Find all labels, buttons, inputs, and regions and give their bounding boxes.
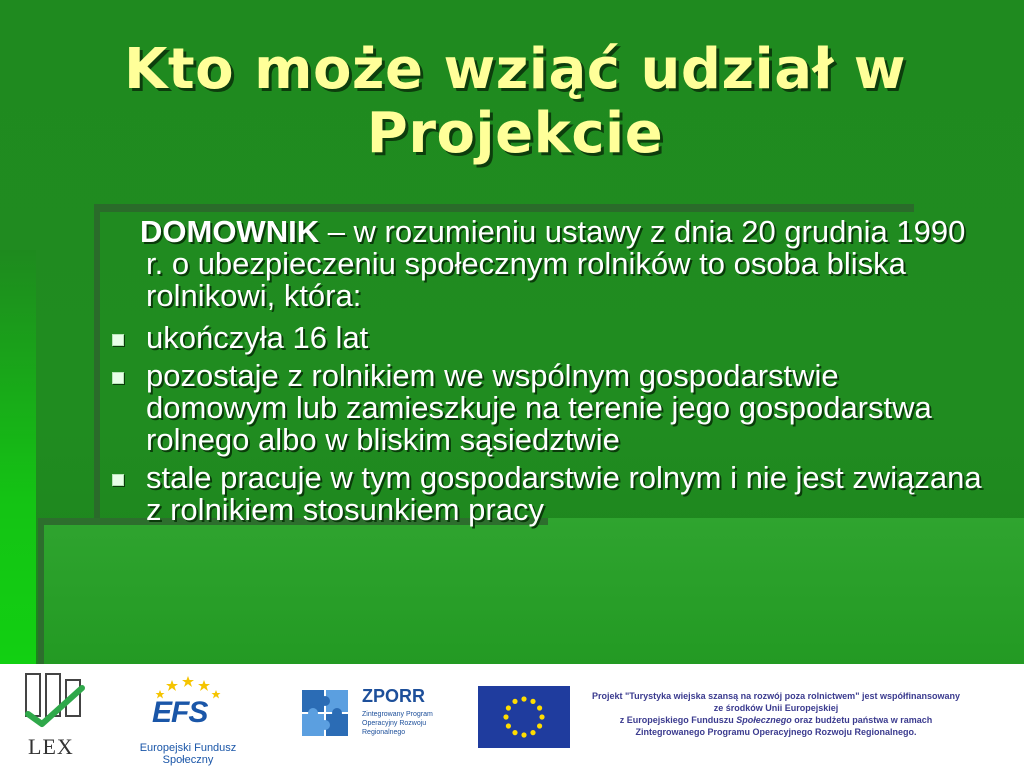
project-line-2 xyxy=(590,714,962,726)
efs-logo xyxy=(118,674,258,766)
puzzle-icon xyxy=(296,684,356,744)
zporr-logo xyxy=(296,682,446,752)
bullet-text: pozostaje z rolnikiem we wspólnym gospodarstwie domowym lub zamieszkuje na terenie jego gospodarstwa rolnego albo w bliskim sąsiedztwie xyxy=(146,358,932,457)
zporr-wordmark: ZPORR xyxy=(362,686,425,706)
bullet-square-icon xyxy=(112,474,124,486)
slide-title: Kto może wziąć udział w Projekcie xyxy=(123,37,907,166)
eu-flag xyxy=(478,686,570,748)
project-line-2-part-a: z Europejskiego Funduszu xyxy=(619,715,737,725)
list-item xyxy=(108,360,988,456)
intro-keyword: DOMOWNIK xyxy=(140,214,320,249)
project-line-1: Projekt "Turystyka wiejska szansą na rozwój poza rolnictwem" jest współfinansowany ze środków Unii Europejskiej xyxy=(592,691,960,713)
project-line-3: Zintegrowanego Programu Operacyjnego Rozwoju Regionalnego. xyxy=(635,727,917,737)
project-line-2-emphasis: Społecznego xyxy=(736,715,792,725)
lex-logo xyxy=(22,672,92,762)
project-line-2-part-b: oraz budżetu państwa w ramach xyxy=(791,715,933,725)
efs-wordmark: EFS xyxy=(152,696,208,729)
decorative-top-bar xyxy=(94,204,914,212)
decorative-bottom-vertical-bar xyxy=(38,518,44,664)
bullet-square-icon xyxy=(112,372,124,384)
footer-logos xyxy=(0,664,1024,768)
lex-label: LEX xyxy=(28,734,74,759)
project-funding-note xyxy=(590,690,962,738)
decorative-bottom-panel xyxy=(38,518,1024,664)
decorative-left-strip xyxy=(0,250,36,664)
zporr-caption: Zintegrowany Program Operacyjny Rozwoju Regionalnego xyxy=(362,711,433,736)
bullet-square-icon xyxy=(112,334,124,346)
intro-text: – w rozumieniu ustawy z dnia 20 grudnia 1990 r. o ubezpieczeniu społecznym rolników to osoba bliska rolnikowi, która: xyxy=(146,214,966,313)
intro-paragraph xyxy=(108,216,988,312)
list-item xyxy=(108,322,988,354)
slide-body xyxy=(108,216,988,532)
efs-caption: Europejski Fundusz Społeczny xyxy=(139,742,237,766)
list-item xyxy=(108,462,988,526)
eu-stars-icon xyxy=(478,686,570,748)
bullet-list xyxy=(108,322,988,526)
bullet-text: stale pracuje w tym gospodarstwie rolnym i nie jest związana z rolnikiem stosunkiem pracy xyxy=(146,460,982,527)
bullet-text: ukończyła 16 lat xyxy=(146,320,369,355)
lex-emblem-icon xyxy=(22,672,92,742)
